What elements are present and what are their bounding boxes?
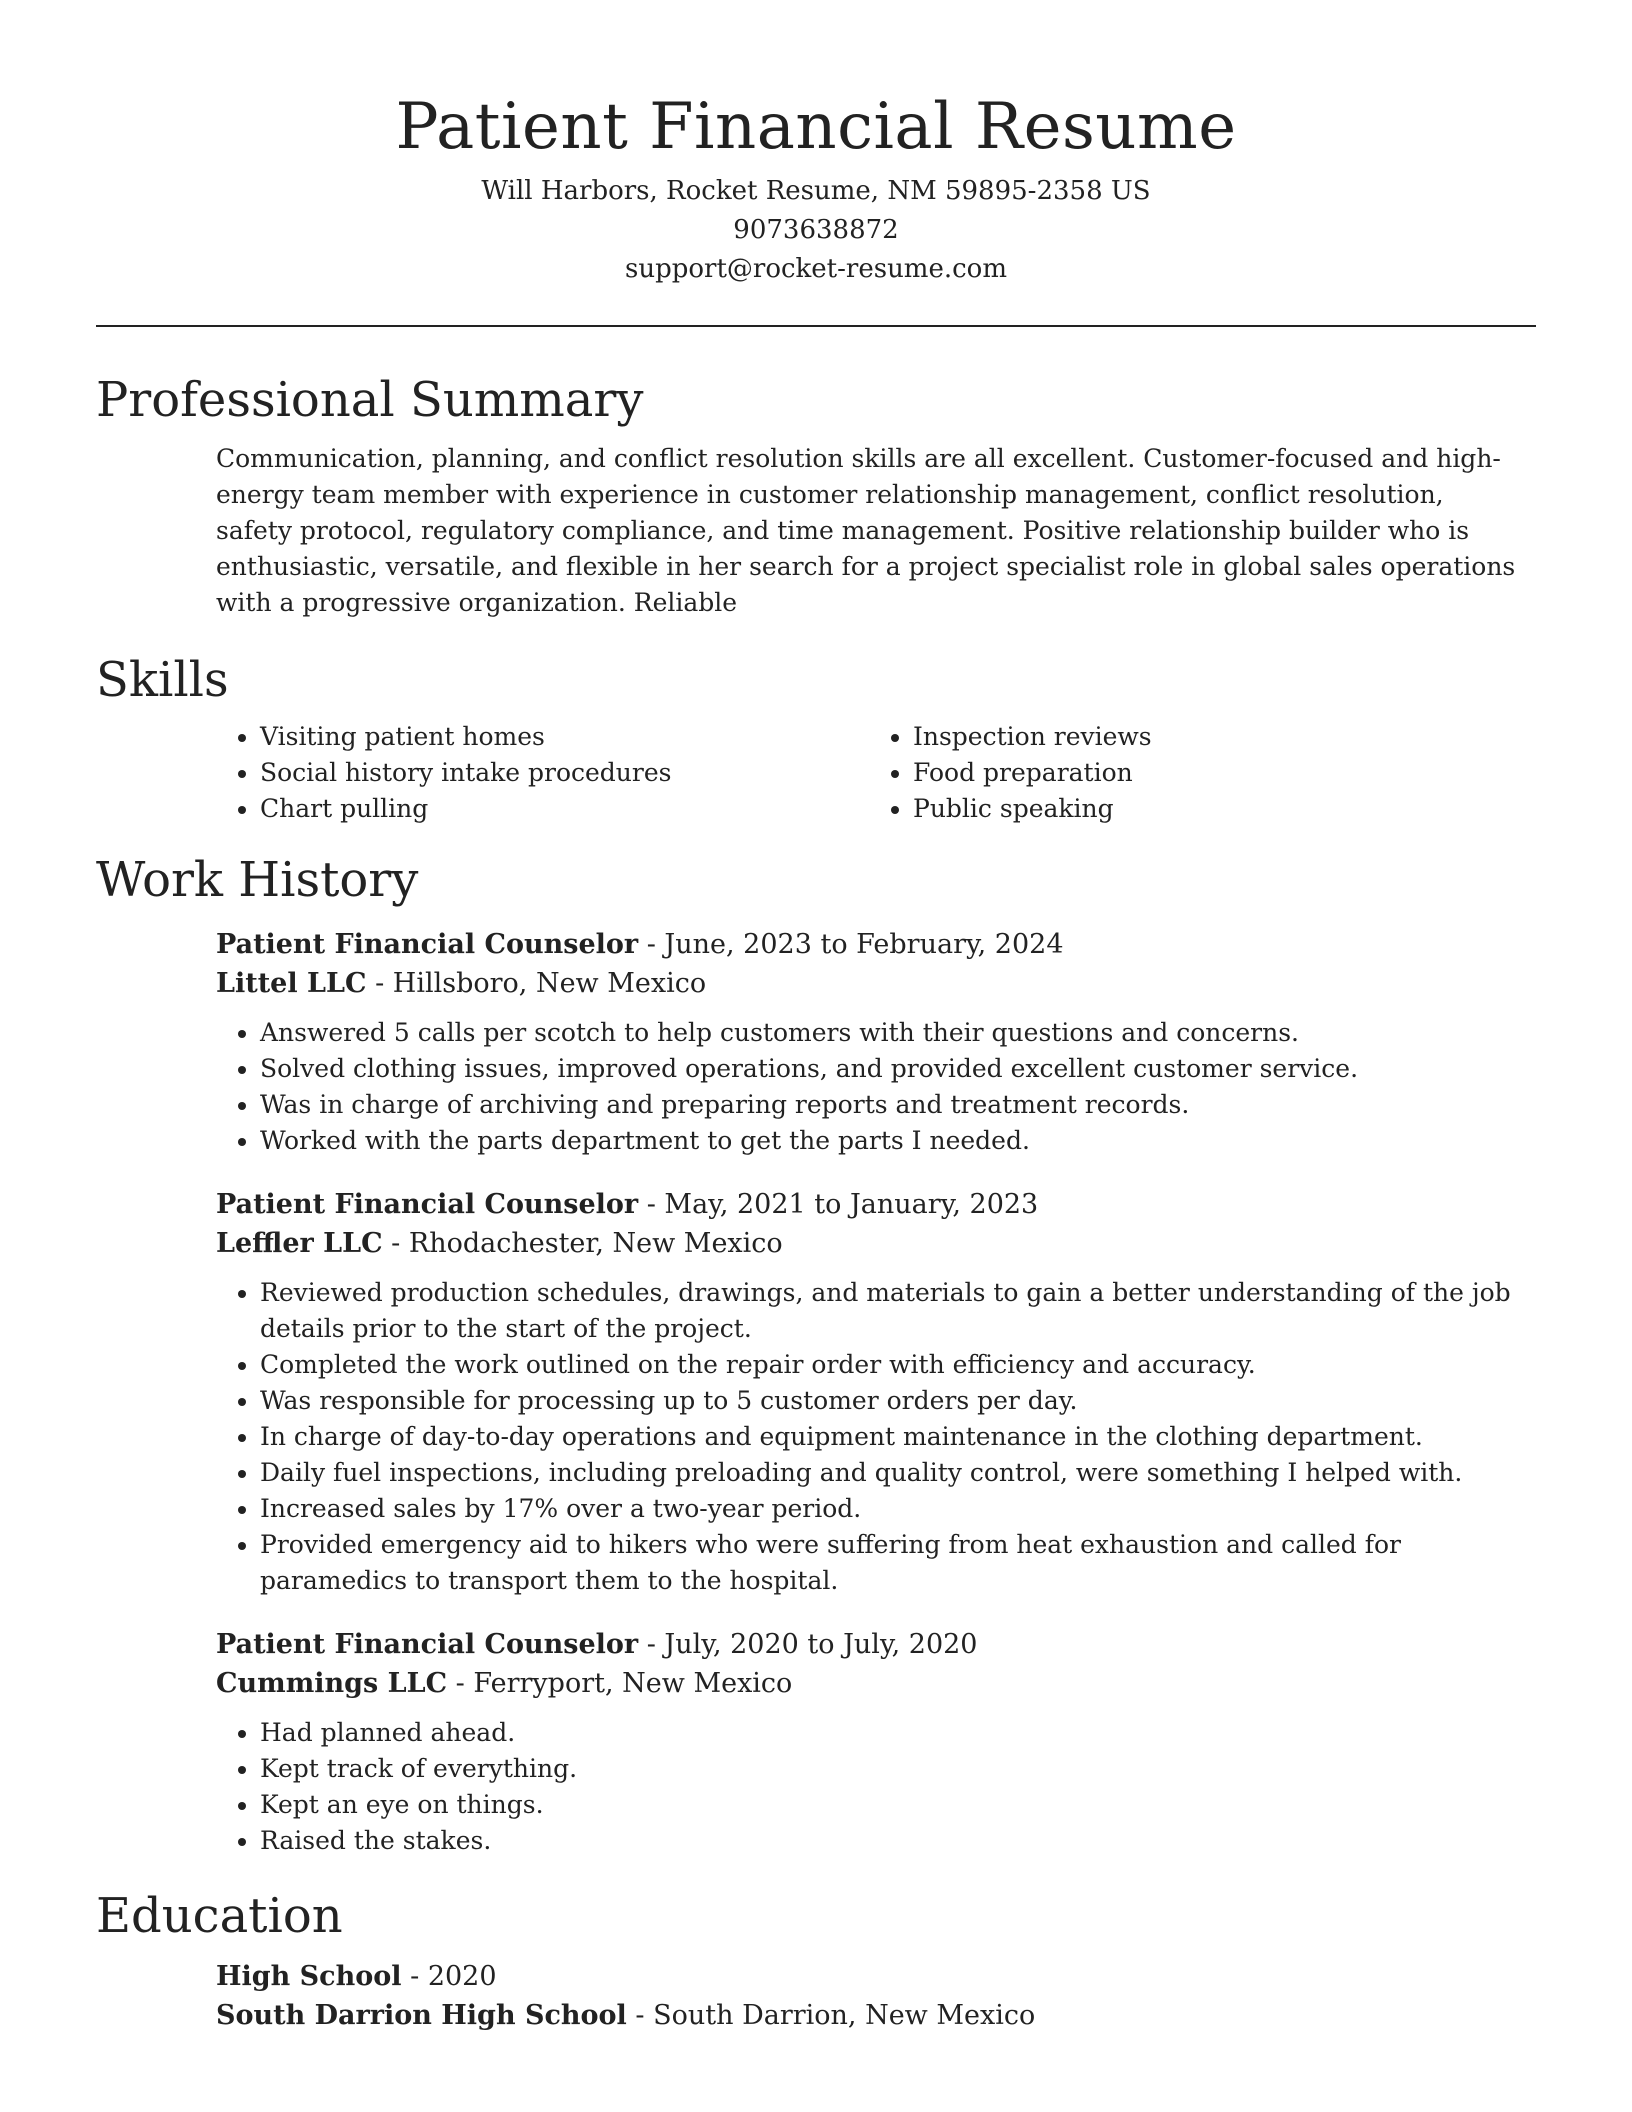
education-section: [96, 1957, 1536, 2035]
job-bullets: [216, 1715, 1522, 1859]
education-school: South Darrion High School: [216, 2000, 627, 2031]
skill-item: • Chart pulling: [260, 791, 869, 827]
job-bullet: • Reviewed production schedules, drawings, and materials to gain a better understanding of the job details prior to the start of the project.: [260, 1275, 1522, 1347]
work-section: [96, 925, 1536, 1859]
job-dates: - July, 2020 to July, 2020: [638, 1629, 978, 1660]
education-year: - 2020: [401, 1961, 497, 1992]
job-bullet: • Increased sales by 17% over a two-year period.: [260, 1491, 1522, 1527]
skill-item: • Visiting patient homes: [260, 719, 869, 755]
job-bullet: • Daily fuel inspections, including preloading and quality control, were something I helped with.: [260, 1455, 1522, 1491]
job-title: Patient Financial Counselor: [216, 1189, 639, 1220]
job-bullet: • Had planned ahead.: [260, 1715, 1522, 1751]
skills-list-right: [869, 719, 1522, 827]
job-title: Patient Financial Counselor: [216, 929, 639, 960]
skill-item: • Public speaking: [913, 791, 1522, 827]
skill-item: • Social history intake procedures: [260, 755, 869, 791]
job-company: Littel LLC: [216, 968, 367, 999]
resume-header: [96, 82, 1536, 289]
education-location: - South Darrion, New Mexico: [626, 2000, 1036, 2031]
contact-address: Will Harbors, Rocket Resume, NM 59895-2358 US: [481, 176, 1151, 206]
summary-text: Communication, planning, and conflict resolution skills are all excellent. Customer-focused and high-energy team member with experience in customer relationship management, conflict resolution, safety protocol, regulatory compliance, and time management. Positive relationship builder who is enthusiastic, versatile, and flexible in her search for a project specialist role in global sales operations with a progressive organization. Reliable: [216, 444, 1516, 617]
job-bullet: • Worked with the parts department to get the parts I needed.: [260, 1123, 1522, 1159]
job-title: Patient Financial Counselor: [216, 1629, 639, 1660]
job-heading: [216, 1625, 1522, 1664]
job-entry: [216, 1625, 1522, 1859]
job-employer: [216, 964, 1522, 1003]
header-divider: [96, 325, 1536, 327]
section-title-education: Education: [96, 1888, 343, 1944]
job-bullet: • Was in charge of archiving and preparing reports and treatment records.: [260, 1087, 1522, 1123]
job-location: - Rhodachester, New Mexico: [382, 1228, 783, 1259]
job-heading: [216, 925, 1522, 964]
job-bullets: [216, 1015, 1522, 1159]
contact-phone: 9073638872: [733, 215, 899, 245]
job-bullet: • Kept an eye on things.: [260, 1787, 1522, 1823]
skills-list-left: [216, 719, 869, 827]
resume-title: Patient Financial Resume: [395, 90, 1237, 164]
education-degree: High School: [216, 1961, 402, 1992]
skills-section: [96, 719, 1536, 827]
job-employer: [216, 1664, 1522, 1703]
skill-item: • Inspection reviews: [913, 719, 1522, 755]
job-bullet: • Was responsible for processing up to 5 customer orders per day.: [260, 1383, 1522, 1419]
job-bullet: • Raised the stakes.: [260, 1823, 1522, 1859]
job-bullet: • Provided emergency aid to hikers who were suffering from heat exhaustion and called for paramedics to transport them to the hospital.: [260, 1527, 1522, 1599]
job-entry: [216, 1185, 1522, 1599]
job-bullet: • In charge of day-to-day operations and equipment maintenance in the clothing department.: [260, 1419, 1522, 1455]
job-bullet: • Kept track of everything.: [260, 1751, 1522, 1787]
job-bullets: [216, 1275, 1522, 1599]
job-dates: - June, 2023 to February, 2024: [638, 929, 1064, 960]
job-bullet: • Answered 5 calls per scotch to help customers with their questions and concerns.: [260, 1015, 1522, 1051]
job-employer: [216, 1224, 1522, 1263]
contact-email: support@rocket-resume.com: [624, 254, 1007, 284]
section-title-work: Work History: [96, 852, 419, 908]
skill-item: • Food preparation: [913, 755, 1522, 791]
job-bullet: • Completed the work outlined on the repair order with efficiency and accuracy.: [260, 1347, 1522, 1383]
education-degree-line: [216, 1957, 1522, 1996]
job-location: - Ferryport, New Mexico: [447, 1668, 793, 1699]
job-bullet: • Solved clothing issues, improved operations, and provided excellent customer service.: [260, 1051, 1522, 1087]
job-entry: [216, 925, 1522, 1159]
education-school-line: [216, 1996, 1522, 2035]
job-heading: [216, 1185, 1522, 1224]
job-dates: - May, 2021 to January, 2023: [638, 1189, 1039, 1220]
section-title-skills: Skills: [96, 652, 229, 708]
skills-grid: [216, 719, 1522, 827]
job-location: - Hillsboro, New Mexico: [366, 968, 707, 999]
job-company: Leffler LLC: [216, 1228, 383, 1259]
section-title-summary: Professional Summary: [96, 372, 644, 428]
job-company: Cummings LLC: [216, 1668, 448, 1699]
